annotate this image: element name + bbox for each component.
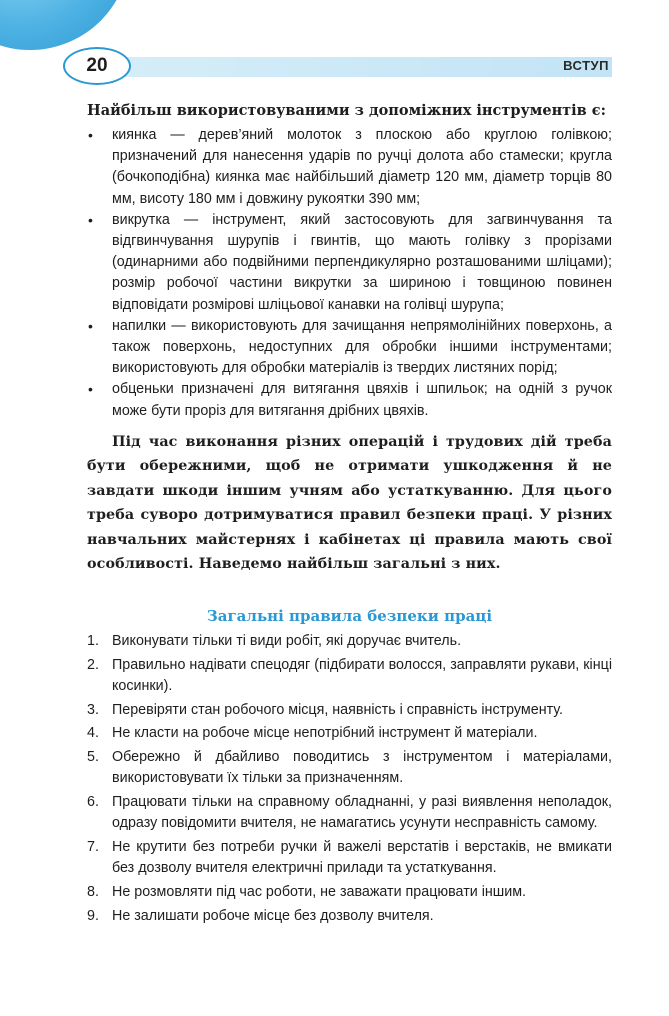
safety-paragraph: Під час виконання різних операцій і трудових дій треба бути обережними, щоб не отримати ушкодження й не завдати шкоди іншим учням або устаткуванню. Для цього треба суворо дотримуватися правил безпеки праці. У різних навчальних майстернях і кабінетах ці правила мають свої особливості. Наведемо найбільш загальні з них. [87, 433, 612, 573]
list-item [87, 631, 612, 652]
rule-text: Обережно й дбайливо поводитись з інструментом і матеріалами, використовувати їх тільки за призначенням. [112, 749, 612, 787]
rule-number: 6. [87, 794, 99, 811]
rule-number: 9. [87, 908, 99, 925]
list-item [87, 125, 612, 210]
rule-number: 2. [87, 656, 99, 673]
rule-number: 8. [87, 884, 99, 901]
bullet-icon: • [88, 211, 93, 228]
rule-text: Працювати тільки на справному обладнанні, у разі виявлення неполадок, одразу повідомити вчителя, не намагатись усунути несправність самому. [112, 794, 612, 832]
list-item-text: обценьки призначені для витягання цвяхів і шпильок; на одній з ручок може бути проріз для витягання дрібних цвяхів. [112, 381, 612, 419]
rule-text: Виконувати тільки ті види робіт, які доручає вчитель. [112, 632, 462, 649]
bullet-icon: • [88, 381, 93, 398]
rule-text: Не залишати робоче місце без дозволу вчителя. [112, 908, 434, 925]
section-title: ВСТУП [563, 58, 609, 73]
rules-heading: Загальні правила безпеки праці [206, 606, 493, 625]
page-content [87, 100, 612, 930]
list-item [87, 379, 612, 421]
list-item-text: викрутка — інструмент, який застосовують для загвинчування та відгвинчування шурупів і гвинтів, що мають голівку з прорізами (одинарними або подвійними перпендикулярно розташованими шліцами); розмір робочої частини викрутки за шириною і товщиною повинен відповідати розмірові шліцьової канавки на голівці шурупа; [112, 211, 612, 313]
corner-decoration [0, 0, 130, 50]
rule-text: Не розмовляти під час роботи, не заважати працювати іншим. [112, 884, 527, 901]
list-item [87, 655, 612, 697]
list-item [87, 747, 612, 789]
rule-text: Не класти на робоче місце непотрібний інструмент й матеріали. [112, 725, 538, 742]
rule-text: Правильно надівати спецодяг (підбирати волосся, заправляти рукави, кінці косинки). [112, 656, 612, 694]
list-item-text: напилки — використовують для зачищання непрямолінійних поверхонь, а також поверхонь, недоступних для обробки іншими інструментами; використовують для обробки матеріалів із твердих листяних порід; [112, 317, 612, 377]
list-item [87, 906, 612, 927]
list-item [87, 723, 612, 744]
rule-number: 1. [87, 632, 99, 649]
list-item [87, 792, 612, 834]
list-item [87, 882, 612, 903]
rule-number: 4. [87, 725, 99, 742]
header-band [70, 57, 612, 77]
list-item [87, 837, 612, 879]
list-item [87, 700, 612, 721]
list-item [87, 316, 612, 380]
rule-number: 5. [87, 749, 99, 766]
bullet-icon: • [88, 317, 93, 334]
tools-intro: Найбільш використовуваними з допоміжних інструментів є: [87, 102, 606, 119]
rules-list [87, 631, 612, 927]
rule-number: 3. [87, 701, 99, 718]
page-number: 20 [63, 47, 131, 85]
list-item-text: киянка — дерев’яний молоток з плоскою або круглою голівкою; призначений для нанесення ударів по ручці долота або стамески; кругла (бочкоподібна) киянка має найбільший діаметр 120 мм, діаметр торців 80 мм, висоту 180 мм і довжину рукоятки 390 мм; [112, 127, 612, 207]
rule-text: Перевіряти стан робочого місця, наявність і справність інструменту. [112, 701, 563, 718]
list-item [87, 210, 612, 316]
tools-list [87, 125, 612, 422]
rule-text: Не крутити без потреби ручки й важелі верстатів і верстаків, не вмикати без дозволу вчителя електричні прилади та устаткування. [112, 839, 612, 877]
bullet-icon: • [88, 127, 93, 143]
rule-number: 7. [87, 839, 99, 856]
